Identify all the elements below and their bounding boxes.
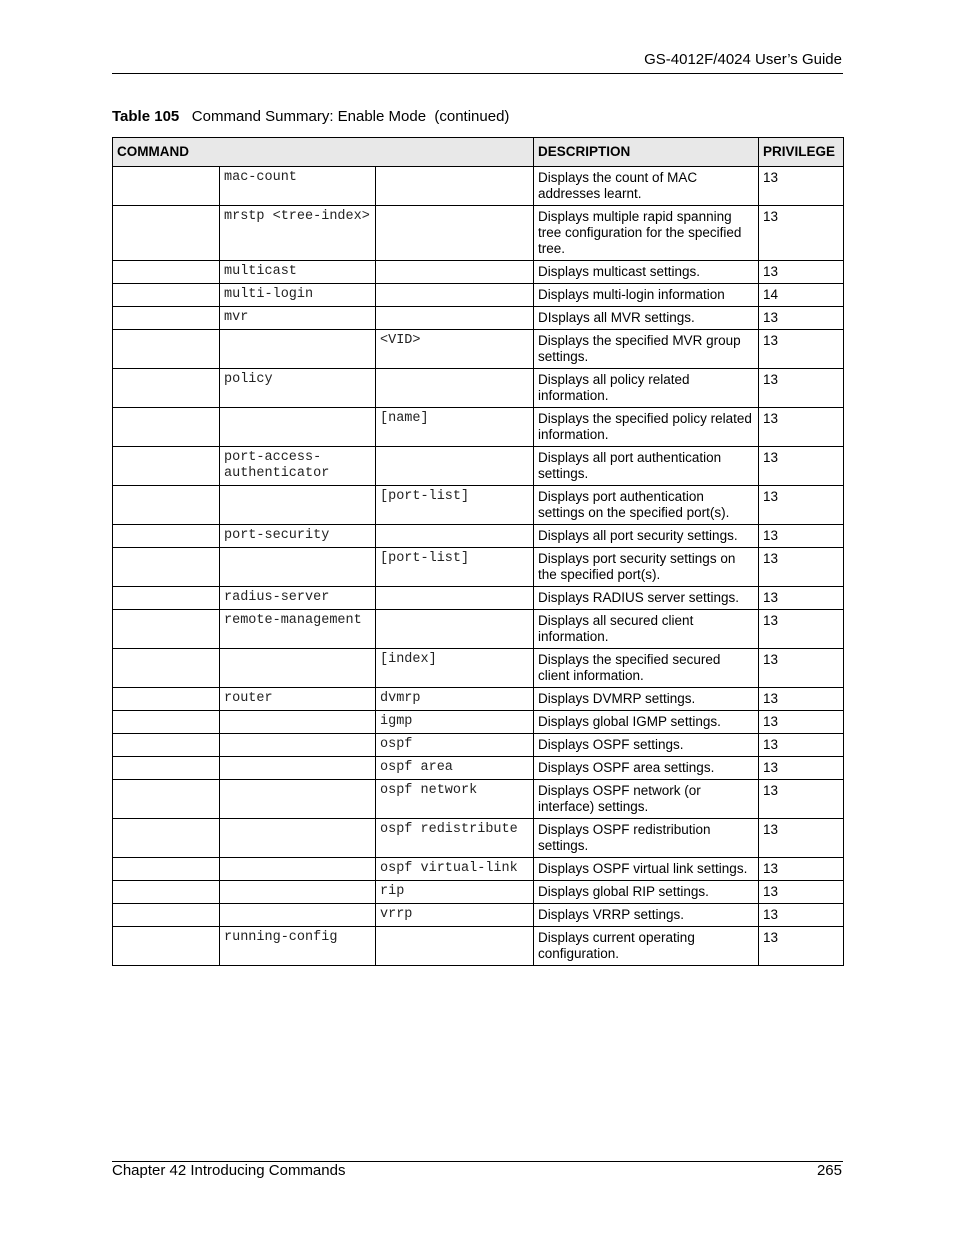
argument-cell xyxy=(376,447,534,486)
command-cell xyxy=(113,587,220,610)
privilege-cell: 13 xyxy=(759,307,844,330)
footer-chapter: Chapter 42 Introducing Commands xyxy=(112,1162,346,1179)
command-cell xyxy=(113,780,220,819)
argument-cell: igmp xyxy=(376,711,534,734)
table-row xyxy=(113,927,844,966)
table-row xyxy=(113,447,844,486)
header-divider xyxy=(112,73,843,74)
command-cell xyxy=(113,904,220,927)
argument-cell xyxy=(376,206,534,261)
description-cell: Displays OSPF redistribution settings. xyxy=(534,819,759,858)
argument-cell xyxy=(376,284,534,307)
command-cell xyxy=(113,167,220,206)
privilege-cell: 13 xyxy=(759,819,844,858)
description-cell: Displays OSPF network (or interface) settings. xyxy=(534,780,759,819)
page-header-title: GS-4012F/4024 User’s Guide xyxy=(644,51,842,68)
command-cell xyxy=(113,734,220,757)
description-cell: Displays DVMRP settings. xyxy=(534,688,759,711)
table-row xyxy=(113,330,844,369)
argument-cell: [name] xyxy=(376,408,534,447)
description-cell: Displays all policy related information. xyxy=(534,369,759,408)
argument-cell xyxy=(376,307,534,330)
privilege-cell: 13 xyxy=(759,757,844,780)
subcommand-cell: multi-login xyxy=(220,284,376,307)
privilege-cell: 13 xyxy=(759,734,844,757)
subcommand-cell: policy xyxy=(220,369,376,408)
table-row xyxy=(113,261,844,284)
privilege-cell: 13 xyxy=(759,447,844,486)
subcommand-cell xyxy=(220,548,376,587)
table-row xyxy=(113,369,844,408)
argument-cell xyxy=(376,927,534,966)
command-summary-table xyxy=(112,137,844,966)
command-cell xyxy=(113,206,220,261)
command-cell xyxy=(113,486,220,525)
subcommand-cell: port-access-authenticator xyxy=(220,447,376,486)
table-row xyxy=(113,408,844,447)
header-description: DESCRIPTION xyxy=(534,138,759,167)
table-row xyxy=(113,587,844,610)
argument-cell: [port-list] xyxy=(376,548,534,587)
table-row xyxy=(113,688,844,711)
table-row xyxy=(113,904,844,927)
argument-cell xyxy=(376,167,534,206)
subcommand-cell xyxy=(220,881,376,904)
command-cell xyxy=(113,369,220,408)
description-cell: Displays the count of MAC addresses learnt. xyxy=(534,167,759,206)
command-cell xyxy=(113,525,220,548)
privilege-cell: 13 xyxy=(759,711,844,734)
table-caption-number: Table 105 xyxy=(112,108,180,125)
subcommand-cell xyxy=(220,904,376,927)
privilege-cell: 13 xyxy=(759,610,844,649)
table-row xyxy=(113,757,844,780)
privilege-cell: 13 xyxy=(759,858,844,881)
table-row xyxy=(113,167,844,206)
subcommand-cell: remote-management xyxy=(220,610,376,649)
table-caption xyxy=(112,108,509,125)
command-cell xyxy=(113,610,220,649)
table-row xyxy=(113,486,844,525)
command-cell xyxy=(113,330,220,369)
table-row xyxy=(113,548,844,587)
privilege-cell: 13 xyxy=(759,261,844,284)
subcommand-cell: radius-server xyxy=(220,587,376,610)
argument-cell: [index] xyxy=(376,649,534,688)
argument-cell xyxy=(376,261,534,284)
command-cell xyxy=(113,649,220,688)
description-cell: Displays multicast settings. xyxy=(534,261,759,284)
table-row xyxy=(113,881,844,904)
command-cell xyxy=(113,261,220,284)
subcommand-cell xyxy=(220,330,376,369)
privilege-cell: 13 xyxy=(759,587,844,610)
argument-cell xyxy=(376,525,534,548)
subcommand-cell: multicast xyxy=(220,261,376,284)
privilege-cell: 13 xyxy=(759,904,844,927)
subcommand-cell: port-security xyxy=(220,525,376,548)
privilege-cell: 13 xyxy=(759,927,844,966)
argument-cell: <VID> xyxy=(376,330,534,369)
argument-cell: ospf virtual-link xyxy=(376,858,534,881)
command-cell xyxy=(113,819,220,858)
command-cell xyxy=(113,881,220,904)
table-row xyxy=(113,307,844,330)
subcommand-cell: running-config xyxy=(220,927,376,966)
privilege-cell: 13 xyxy=(759,206,844,261)
subcommand-cell xyxy=(220,649,376,688)
subcommand-cell: mac-count xyxy=(220,167,376,206)
description-cell: Displays global RIP settings. xyxy=(534,881,759,904)
table-row xyxy=(113,858,844,881)
privilege-cell: 13 xyxy=(759,369,844,408)
description-cell: Displays multi-login information xyxy=(534,284,759,307)
subcommand-cell: mvr xyxy=(220,307,376,330)
argument-cell: rip xyxy=(376,881,534,904)
argument-cell: [port-list] xyxy=(376,486,534,525)
privilege-cell: 13 xyxy=(759,548,844,587)
command-cell xyxy=(113,927,220,966)
command-cell xyxy=(113,307,220,330)
command-cell xyxy=(113,688,220,711)
table-row xyxy=(113,206,844,261)
argument-cell: ospf xyxy=(376,734,534,757)
privilege-cell: 13 xyxy=(759,167,844,206)
description-cell: Displays OSPF virtual link settings. xyxy=(534,858,759,881)
description-cell: Displays current operating configuration. xyxy=(534,927,759,966)
table-header-row xyxy=(113,138,844,167)
subcommand-cell xyxy=(220,734,376,757)
command-cell xyxy=(113,284,220,307)
description-cell: Displays multiple rapid spanning tree configuration for the specified tree. xyxy=(534,206,759,261)
subcommand-cell: router xyxy=(220,688,376,711)
subcommand-cell xyxy=(220,780,376,819)
subcommand-cell xyxy=(220,711,376,734)
description-cell: Displays RADIUS server settings. xyxy=(534,587,759,610)
privilege-cell: 13 xyxy=(759,649,844,688)
privilege-cell: 13 xyxy=(759,486,844,525)
subcommand-cell: mrstp <tree-index> xyxy=(220,206,376,261)
privilege-cell: 13 xyxy=(759,525,844,548)
argument-cell xyxy=(376,610,534,649)
description-cell: Displays all port authentication settings. xyxy=(534,447,759,486)
argument-cell: ospf area xyxy=(376,757,534,780)
subcommand-cell xyxy=(220,757,376,780)
command-cell xyxy=(113,757,220,780)
description-cell: Displays port authentication settings on the specified port(s). xyxy=(534,486,759,525)
command-cell xyxy=(113,447,220,486)
description-cell: Displays the specified secured client information. xyxy=(534,649,759,688)
privilege-cell: 14 xyxy=(759,284,844,307)
table-row xyxy=(113,649,844,688)
table-row xyxy=(113,819,844,858)
argument-cell xyxy=(376,587,534,610)
argument-cell: ospf network xyxy=(376,780,534,819)
header-command: COMMAND xyxy=(113,138,534,167)
table-caption-title: Command Summary: Enable Mode (continued) xyxy=(191,108,510,125)
subcommand-cell xyxy=(220,858,376,881)
privilege-cell: 13 xyxy=(759,780,844,819)
header-privilege: PRIVILEGE xyxy=(759,138,844,167)
argument-cell: dvmrp xyxy=(376,688,534,711)
table-row xyxy=(113,711,844,734)
description-cell: Displays VRRP settings. xyxy=(534,904,759,927)
description-cell: Displays OSPF area settings. xyxy=(534,757,759,780)
argument-cell: ospf redistribute xyxy=(376,819,534,858)
description-cell: Displays OSPF settings. xyxy=(534,734,759,757)
table-row xyxy=(113,284,844,307)
description-cell: Displays port security settings on the specified port(s). xyxy=(534,548,759,587)
table-row xyxy=(113,780,844,819)
subcommand-cell xyxy=(220,408,376,447)
privilege-cell: 13 xyxy=(759,881,844,904)
argument-cell: vrrp xyxy=(376,904,534,927)
footer-page-number: 265 xyxy=(816,1162,842,1179)
description-cell: Displays all secured client information. xyxy=(534,610,759,649)
description-cell: Displays all port security settings. xyxy=(534,525,759,548)
description-cell: Displays global IGMP settings. xyxy=(534,711,759,734)
argument-cell xyxy=(376,369,534,408)
description-cell: Displays the specified policy related information. xyxy=(534,408,759,447)
table-row xyxy=(113,525,844,548)
description-cell: DIsplays all MVR settings. xyxy=(534,307,759,330)
subcommand-cell xyxy=(220,819,376,858)
description-cell: Displays the specified MVR group settings. xyxy=(534,330,759,369)
command-cell xyxy=(113,408,220,447)
subcommand-cell xyxy=(220,486,376,525)
table-row xyxy=(113,610,844,649)
command-cell xyxy=(113,548,220,587)
command-cell xyxy=(113,711,220,734)
privilege-cell: 13 xyxy=(759,408,844,447)
command-cell xyxy=(113,858,220,881)
table-row xyxy=(113,734,844,757)
privilege-cell: 13 xyxy=(759,330,844,369)
privilege-cell: 13 xyxy=(759,688,844,711)
